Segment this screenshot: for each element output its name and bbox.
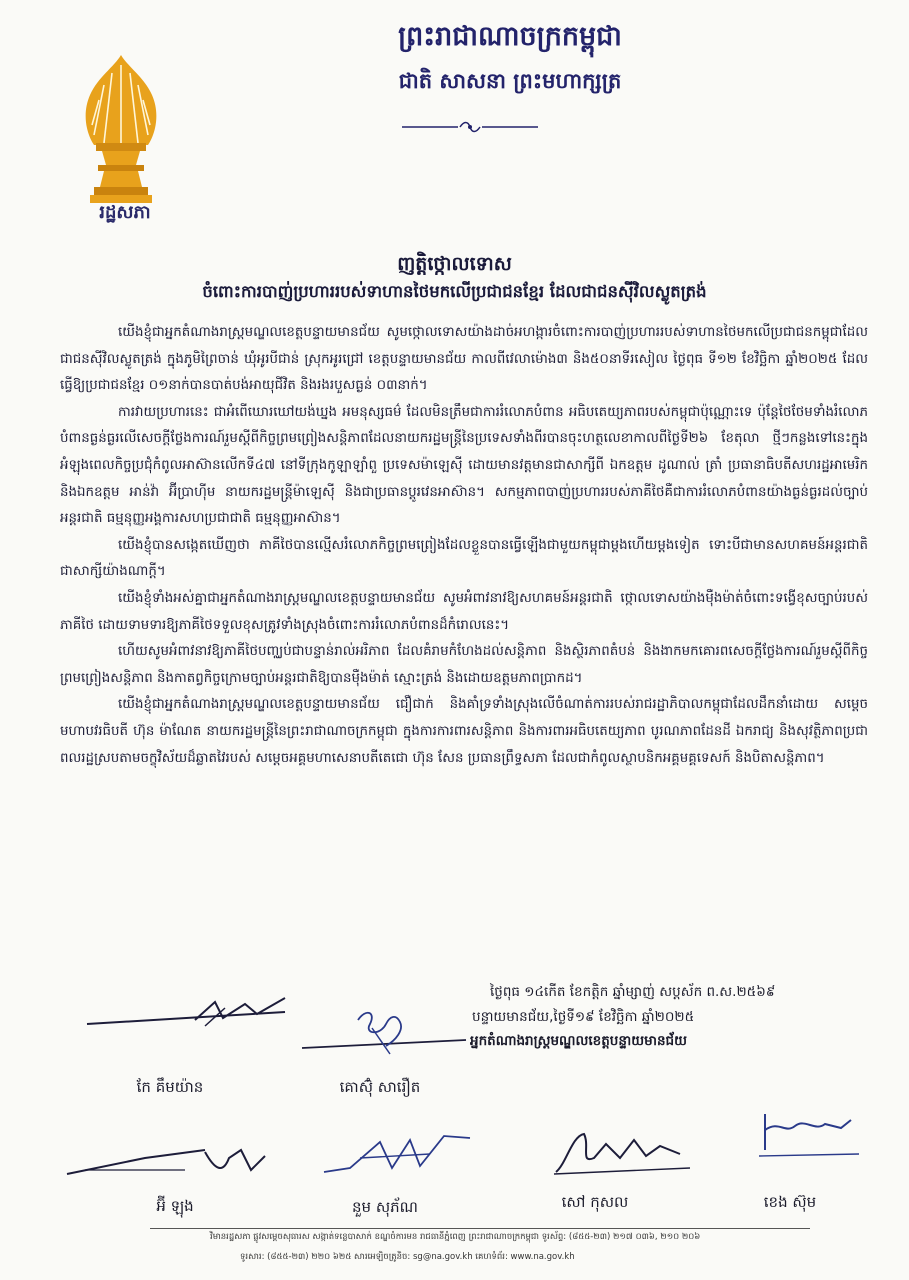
signature-name: នួម សុភ័ណ [352,1198,418,1216]
signature-6-icon [755,1110,865,1165]
signature-name: គោស៊ុំ សារឿត [339,1078,421,1096]
national-motto: ជាតិ សាសនា ព្រះមហាក្សត្រ [398,68,622,93]
body-paragraph: យើងខ្ញុំជាអ្នកតំណាងរាស្ត្រមណ្ឌលខេត្តបន្ទាយមានជ័យ សូមថ្កោលទោសយ៉ាងដាច់អហង្ការចំពោះការបាញ់ប្រហាររបស់ទាហានថៃមកលើប្រជាជនកម្ពុជាដែលជាជនស៊ីវិលស្លូតត្រង់ ក្នុងភូមិព្រៃចាន់ ឃុំអូរបីជាន់ ស្រុកអូរជ្រៅ ខេត្តបន្ទាយមានជ័យ កាលពីវេលាម៉ោង៣ និង៥០នាទីរសៀល ថ្ងៃពុធ ទី១២ ខែវិច្ឆិកា ឆ្នាំ២០២៥ ដែលធ្វើឱ្យប្រជាជនខ្មែរ ០១នាក់បានបាត់បង់អាយុជីវិត និងរងរបួសធ្ងន់ ០៣នាក់។ [60,325,868,394]
document-body [60,320,868,772]
national-assembly-emblem-icon [82,55,160,205]
institution-label: រដ្ឋសភា [99,202,151,223]
body-paragraph: ការវាយប្រហារនេះ ជាអំពើឃោរឃៅយង់ឃ្នង អមនុស្សធម៌ ដែលមិនត្រឹមជាការរំលោភបំពាន អធិបតេយ្យភាពរបស់កម្ពុជាប៉ុណ្ណោះទេ ប៉ុន្តែថៃថែមទាំងរំលោភបំពានធ្ងន់ធ្ងរលើសេចក្តីថ្លែងការណ៍រួមស្តីពីកិច្ចព្រមព្រៀងសន្តិភាពដែលនាយករដ្ឋមន្ត្រីនៃប្រទេសទាំងពីរបានចុះហត្ថលេខាកាលពីថ្ងៃទី២៦ ខែតុលា ថ្មីៗកន្លងទៅនេះក្នុងអំឡុងពេលកិច្ចប្រជុំកំពូលអាស៊ានលើកទី៤៧ នៅទីក្រុងកូឡាឡាំពួ ប្រទេសម៉ាឡេស៊ី ដោយមានវត្តមានជាសាក្សីពី ឯកឧត្តម ដូណាល់ ត្រាំ ប្រធានាធិបតីសហរដ្ឋអាមេរិក និងឯកឧត្តម អាន់វ៉ា អ៊ីប្រាហ៊ីម នាយករដ្ឋមន្ត្រីម៉ាឡេស៊ី និងជាប្រធានប្តូរវេនអាស៊ាន។ សកម្មភាពបាញ់ប្រហាររបស់ភាគីថៃគឺជាការរំលោភបំពានយ៉ាងធ្ងន់ធ្ងរដល់ច្បាប់អន្តរជាតិ ធម្មនុញ្ញអង្គការសហប្រជាជាតិ ធម្មនុញ្ញអាស៊ាន។ [60,404,868,527]
footer-contact: ទូរសារ: (៨៥៥-២៣) ២២០ ៦២៥ សារអេឡិចត្រូនិច: sg@na.gov.kh គេហទំព័រ: www.na.gov.kh [240,1252,575,1262]
signature-name: កែ គឹមយ៉ាន [136,1078,204,1096]
body-paragraph: យើងខ្ញុំបានសង្កេតឃើញថា ភាគីថៃបានល្មើសរំលោភកិច្ចព្រមព្រៀងដែលខ្លួនបានធ្វើឡើងជាមួយកម្ពុជាម្តងហើយម្តងទៀត ទោះបីជាមានសហគមន៍អន្តរជាតិជាសាក្សីយ៉ាងណាក្តី។ [60,537,868,580]
kingdom-heading: ព្រះរាជាណាចក្រកម្ពុជា [398,21,622,52]
signatory-title: អ្នកតំណាងរាស្ត្រមណ្ឌលខេត្តបន្ទាយមានជ័យ [470,1033,687,1049]
document-title: ចំពោះការបាញ់ប្រហាររបស់ទាហានថៃមកលើប្រជាជនខ្មែរ ដែលជាជនស៊ីវិលស្លូតត្រង់ [202,282,707,301]
signature-name: សៅ កុសល [561,1193,629,1211]
ornament-divider-icon [400,120,540,134]
signature-1-icon [85,990,295,1040]
footer-divider [150,1228,810,1229]
body-paragraph: យើងខ្ញុំជាអ្នកតំណាងរាស្ត្រមណ្ឌលខេត្តបន្ទាយមានជ័យ ជឿជាក់ និងគាំទ្រទាំងស្រុងលើចំណាត់ការរបស់រាជរដ្ឋាភិបាលកម្ពុជាដែលដឹកនាំដោយ សម្តេចមហាបវរធិបតី ហ៊ុន ម៉ាណែត នាយករដ្ឋមន្ត្រីនៃព្រះរាជាណាចក្រកម្ពុជា ក្នុងការការពារសន្តិភាព និងការពារអធិបតេយ្យភាព បូរណភាពដែនដី ឯករាជ្យ និងសុវត្ថិភាពប្រជាពលរដ្ឋស្របតាមចក្ខុវិស័យដ៏ឆ្លាតវៃរបស់ សម្តេចអគ្គមហាសេនាបតីតេជោ ហ៊ុន សែន ប្រធានព្រឹទ្ធសភា ដែលជាកំពូលស្ថាបនិកអគ្គមគ្គទេសក៍ និងបិតាសន្តិភាព។ [60,697,868,766]
signature-4-icon [320,1128,480,1183]
signature-3-icon [65,1140,275,1185]
body-paragraph: យើងខ្ញុំទាំងអស់គ្នាជាអ្នកតំណាងរាស្ត្រមណ្ឌលខេត្តបន្ទាយមានជ័យ សូមអំពាវនាវឱ្យសហគមន៍អន្តរជាតិ ថ្កោលទោសយ៉ាងម៉ឺងម៉ាត់ចំពោះទង្វើខុសច្បាប់របស់ភាគីថៃ ដោយទាមទារឱ្យភាគីថៃទទួលខុសត្រូវទាំងស្រុងចំពោះការរំលោភបំពានដ៏កំរោលនេះ។ [60,590,868,633]
signature-2-icon [300,1006,470,1061]
body-paragraph: ហើយសូមអំពាវនាវឱ្យភាគីថៃបញ្ឈប់ជាបន្ទាន់រាល់អរិភាព ដែលគំរាមកំហែងដល់សន្តិភាព និងស្ថិរភាពតំបន់ និងងាកមកគោរពសេចក្តីថ្លែងការណ៍រួមស្តីពីកិច្ចព្រមព្រៀងសន្តិភាព និងកាតព្វកិច្ចក្រោមច្បាប់អន្តរជាតិឱ្យបានម៉ឺងម៉ាត់ ស្មោះត្រង់ និងដោយឧត្តមភាពប្រាកដ។ [60,644,868,686]
footer-address: វិមានរដ្ឋសភា ​ផ្លូវសម្តេចសុធារស សង្កាត់ទន្លេបាសាក់ ខណ្ឌចំការមន រាជធានីភ្នំពេញ ព្រះរាជាណាចក្រកម្ពុជា ទូរស័ព្ទ: (៨៥៥-២៣) ២១៧ ០៣៦, ២១០ ២០៦ [210,1232,701,1242]
signature-name: អ៊ី ឡុង [156,1197,194,1215]
signature-5-icon [550,1128,700,1183]
signature-name: ខេង ស៊ុម [763,1193,817,1211]
document-type: ញត្តិថ្កោលទោស [397,253,512,275]
lunar-date: ថ្ងៃពុធ ១៤កើត ខែកត្តិក ឆ្នាំម្សាញ់ សប្តស័ក ព.ស.២៥៦៩ [490,984,776,1000]
place-and-date: បន្ទាយមានជ័យ,ថ្ងៃទី១៩ ខែវិច្ឆិកា ឆ្នាំ២០២៥ [472,1009,695,1025]
